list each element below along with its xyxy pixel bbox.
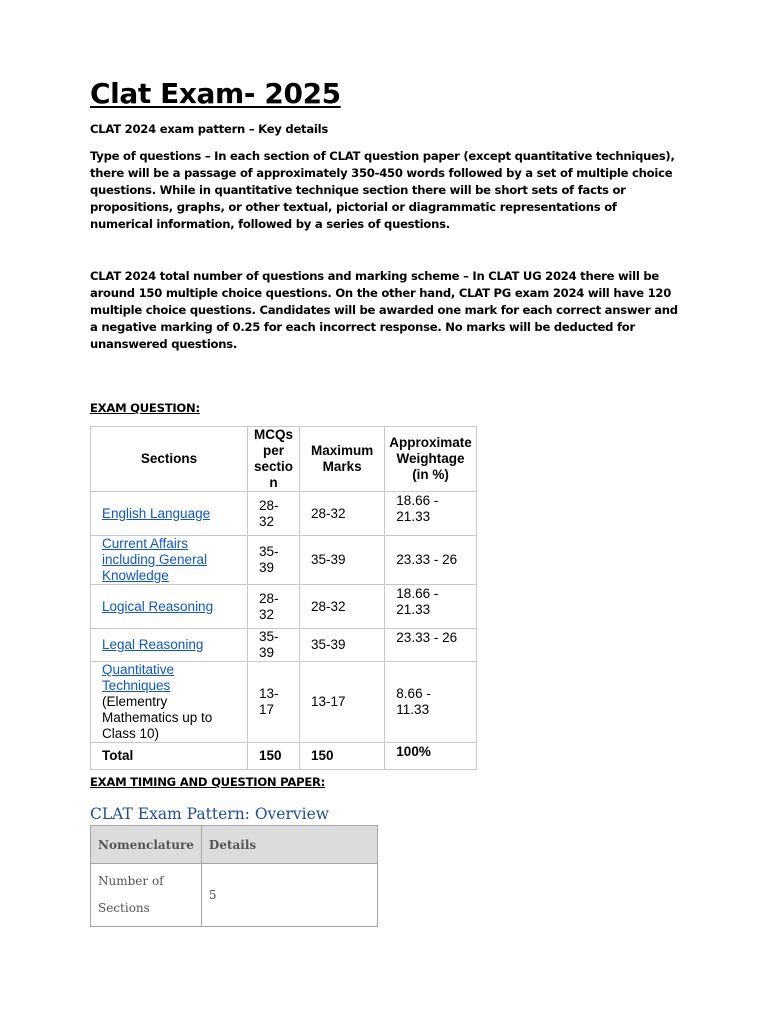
overview-table	[90, 825, 378, 927]
marks-cell: 28-32	[300, 492, 385, 536]
mcqs-cell: 35-39	[248, 629, 300, 662]
exam-question-table	[90, 426, 477, 770]
overview-title: CLAT Exam Pattern: Overview	[90, 805, 330, 823]
document-title: Clat Exam- 2025	[90, 77, 341, 110]
section-link-quantitative-techniques[interactable]: Quantitative Techniques	[102, 662, 175, 693]
weightage-cell: 23.33 - 26	[385, 629, 477, 662]
mcqs-cell: 35-39	[248, 536, 300, 585]
section-cell	[91, 536, 248, 585]
marks-cell: 35-39	[300, 536, 385, 585]
table-row	[91, 864, 378, 927]
marks-cell: 13-17	[300, 662, 385, 743]
weightage-cell: 18.66 - 21.33	[385, 585, 477, 629]
column-header-maximum-marks: Maximum Marks	[300, 427, 385, 492]
mcqs-cell: 13-17	[248, 662, 300, 743]
column-header-nomenclature: Nomenclature	[91, 826, 202, 864]
mcqs-cell: 28-32	[248, 585, 300, 629]
table-row	[91, 585, 477, 629]
details-cell: 5	[201, 864, 377, 927]
exam-pattern-subtitle: CLAT 2024 exam pattern – Key details	[90, 122, 329, 136]
section-link-current-affairs[interactable]: Current Affairs including General Knowledge	[102, 536, 208, 583]
total-mcqs-cell: 150	[248, 743, 300, 770]
column-header-sections: Sections	[91, 427, 248, 492]
exam-question-heading: EXAM QUESTION:	[90, 401, 200, 415]
section-cell	[91, 662, 248, 743]
weightage-cell: 23.33 - 26	[385, 536, 477, 585]
column-header-mcqs: MCQs per sectio n	[248, 427, 300, 492]
marks-cell: 28-32	[300, 585, 385, 629]
table-total-row	[91, 743, 477, 770]
table-header-row	[91, 427, 477, 492]
overview-header-row	[91, 826, 378, 864]
section-cell	[91, 585, 248, 629]
nomenclature-cell: Number of Sections	[91, 864, 202, 927]
section-cell	[91, 629, 248, 662]
marking-scheme-paragraph: CLAT 2024 total number of questions and marking scheme – In CLAT UG 2024 there will be around 150 multiple choice questions. On the other hand, CLAT PG exam 2024 will have 120 multiple choice questions. Candidates will be awarded one mark for each correct answer and a negative marking of 0.25 for each incorrect response. No marks will be deducted for unanswered questions.	[90, 269, 678, 351]
section-cell	[91, 492, 248, 536]
column-header-weightage: Approximate Weightage (in %)	[385, 427, 477, 492]
table-row	[91, 629, 477, 662]
section-link-legal-reasoning[interactable]: Legal Reasoning	[102, 637, 204, 652]
table-row	[91, 492, 477, 536]
table-row	[91, 662, 477, 743]
table-row	[91, 536, 477, 585]
total-marks-cell: 150	[300, 743, 385, 770]
column-header-details: Details	[201, 826, 377, 864]
total-weightage-cell: 100%	[385, 743, 477, 770]
exam-timing-heading: EXAM TIMING AND QUESTION PAPER:	[90, 775, 326, 789]
weightage-cell: 8.66 - 11.33	[385, 662, 477, 743]
mcqs-cell: 28-32	[248, 492, 300, 536]
marks-cell: 35-39	[300, 629, 385, 662]
total-label-cell: Total	[91, 743, 248, 770]
section-link-english-language[interactable]: English Language	[102, 505, 211, 521]
question-types-paragraph: Type of questions – In each section of CLAT question paper (except quantitative techniques), there will be a passage of approximately 350-450 words followed by a set of multiple choice questions. While in quantitative technique section there will be short sets of facts or propositions, graphs, or other textual, pictorial or diagrammatic representations of numerical information, followed by a series of questions.	[90, 149, 675, 231]
section-link-logical-reasoning[interactable]: Logical Reasoning	[102, 598, 214, 614]
section-note: (Elementry Mathematics up to Class 10)	[102, 694, 213, 741]
weightage-cell: 18.66 - 21.33	[385, 492, 477, 536]
